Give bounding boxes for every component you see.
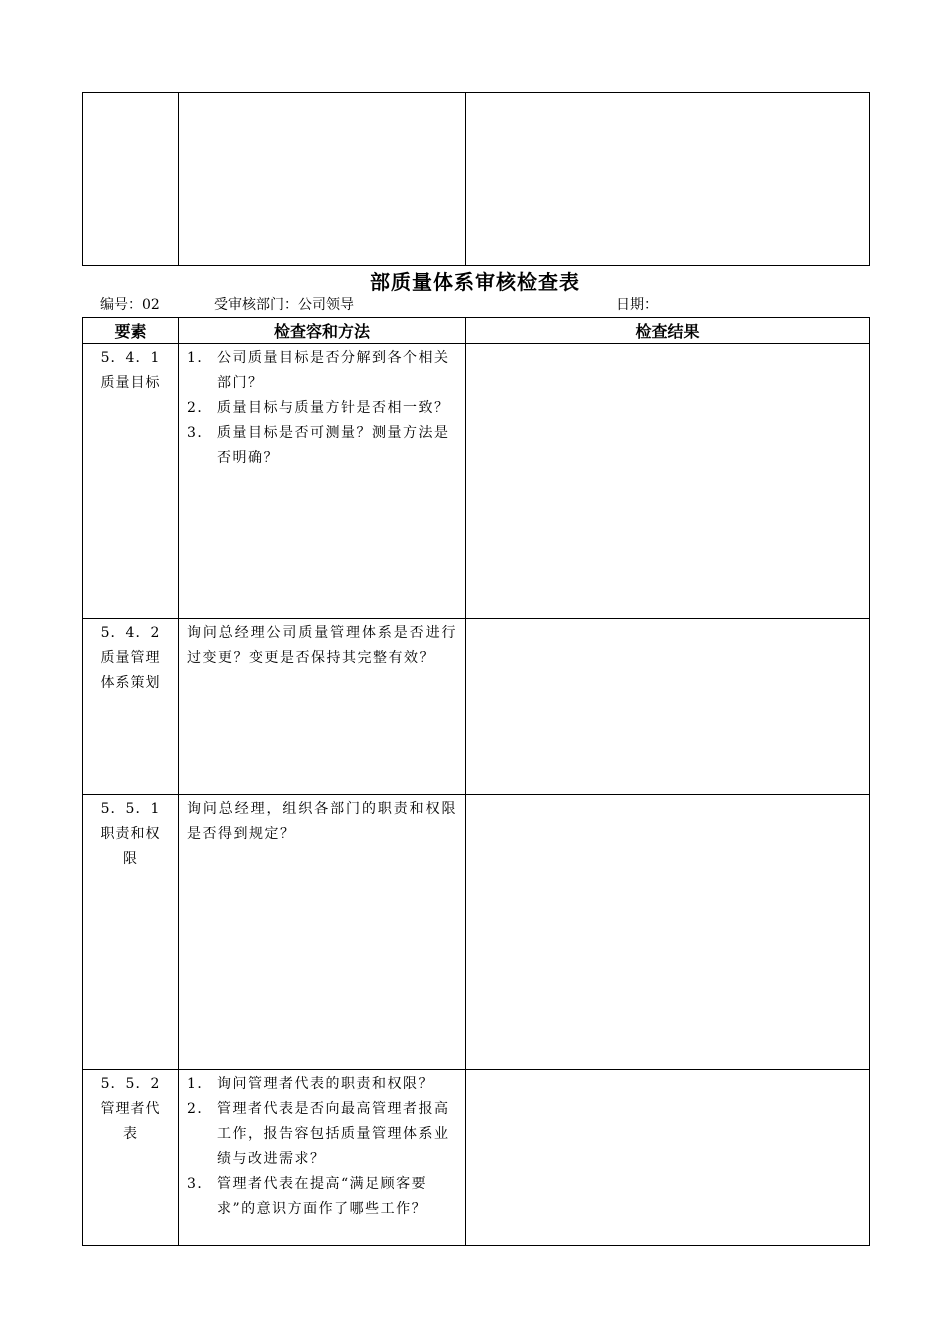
check-content-cell: 询问总经理，组织各部门的职责和权限是否得到规定？: [179, 795, 466, 1070]
list-item: 3． 质量目标是否可测量？测量方法是否明确？: [187, 425, 450, 466]
table-row: [83, 1070, 870, 1246]
table-row: [83, 619, 870, 795]
check-content-cell: [179, 344, 466, 619]
check-content-cell: [179, 1070, 466, 1246]
element-cell: 5．4．1 质量目标: [83, 344, 179, 619]
list-item: 2． 管理者代表是否向最高管理者报高工作，报告容包括质量管理体系业绩与改进需求？: [187, 1101, 450, 1167]
table-row: [83, 344, 870, 619]
header-content: 检查容和方法: [179, 318, 466, 344]
result-cell[interactable]: [466, 1070, 870, 1246]
date-label: 日期：: [616, 297, 658, 313]
list-item: 3． 管理者代表在提高“满足顾客要求”的意识方面作了哪些工作？: [187, 1176, 428, 1217]
number-label: 编号：02: [100, 297, 160, 313]
check-content-cell: 询问总经理公司质量管理体系是否进行过变更？变更是否保持其完整有效？: [179, 619, 466, 795]
result-cell[interactable]: [466, 619, 870, 795]
department-label: 受审核部门：公司领导: [214, 297, 354, 313]
list-item: 1． 询问管理者代表的职责和权限？: [187, 1076, 434, 1092]
audit-checklist-table: [82, 317, 870, 1246]
header-element: 要素: [83, 318, 179, 344]
meta-line: [82, 294, 868, 314]
empty-cell: [179, 93, 466, 266]
element-cell: 5．5．1 职责和权 限: [83, 795, 179, 1070]
result-cell[interactable]: [466, 795, 870, 1070]
element-cell: 5．5．2 管理者代 表: [83, 1070, 179, 1246]
result-cell[interactable]: [466, 344, 870, 619]
header-row: [83, 318, 870, 344]
table-row: [83, 795, 870, 1070]
previous-page-table: [82, 92, 870, 266]
list-item: 1． 公司质量目标是否分解到各个相关部门？: [187, 350, 450, 391]
empty-cell: [83, 93, 179, 266]
document-title: 部质量体系审核检查表: [370, 270, 580, 294]
header-result: 检查结果: [466, 318, 870, 344]
element-cell: 5．4．2 质量管理 体系策划: [83, 619, 179, 795]
empty-cell: [466, 93, 870, 266]
list-item: 2． 质量目标与质量方针是否相一致？: [187, 400, 450, 416]
